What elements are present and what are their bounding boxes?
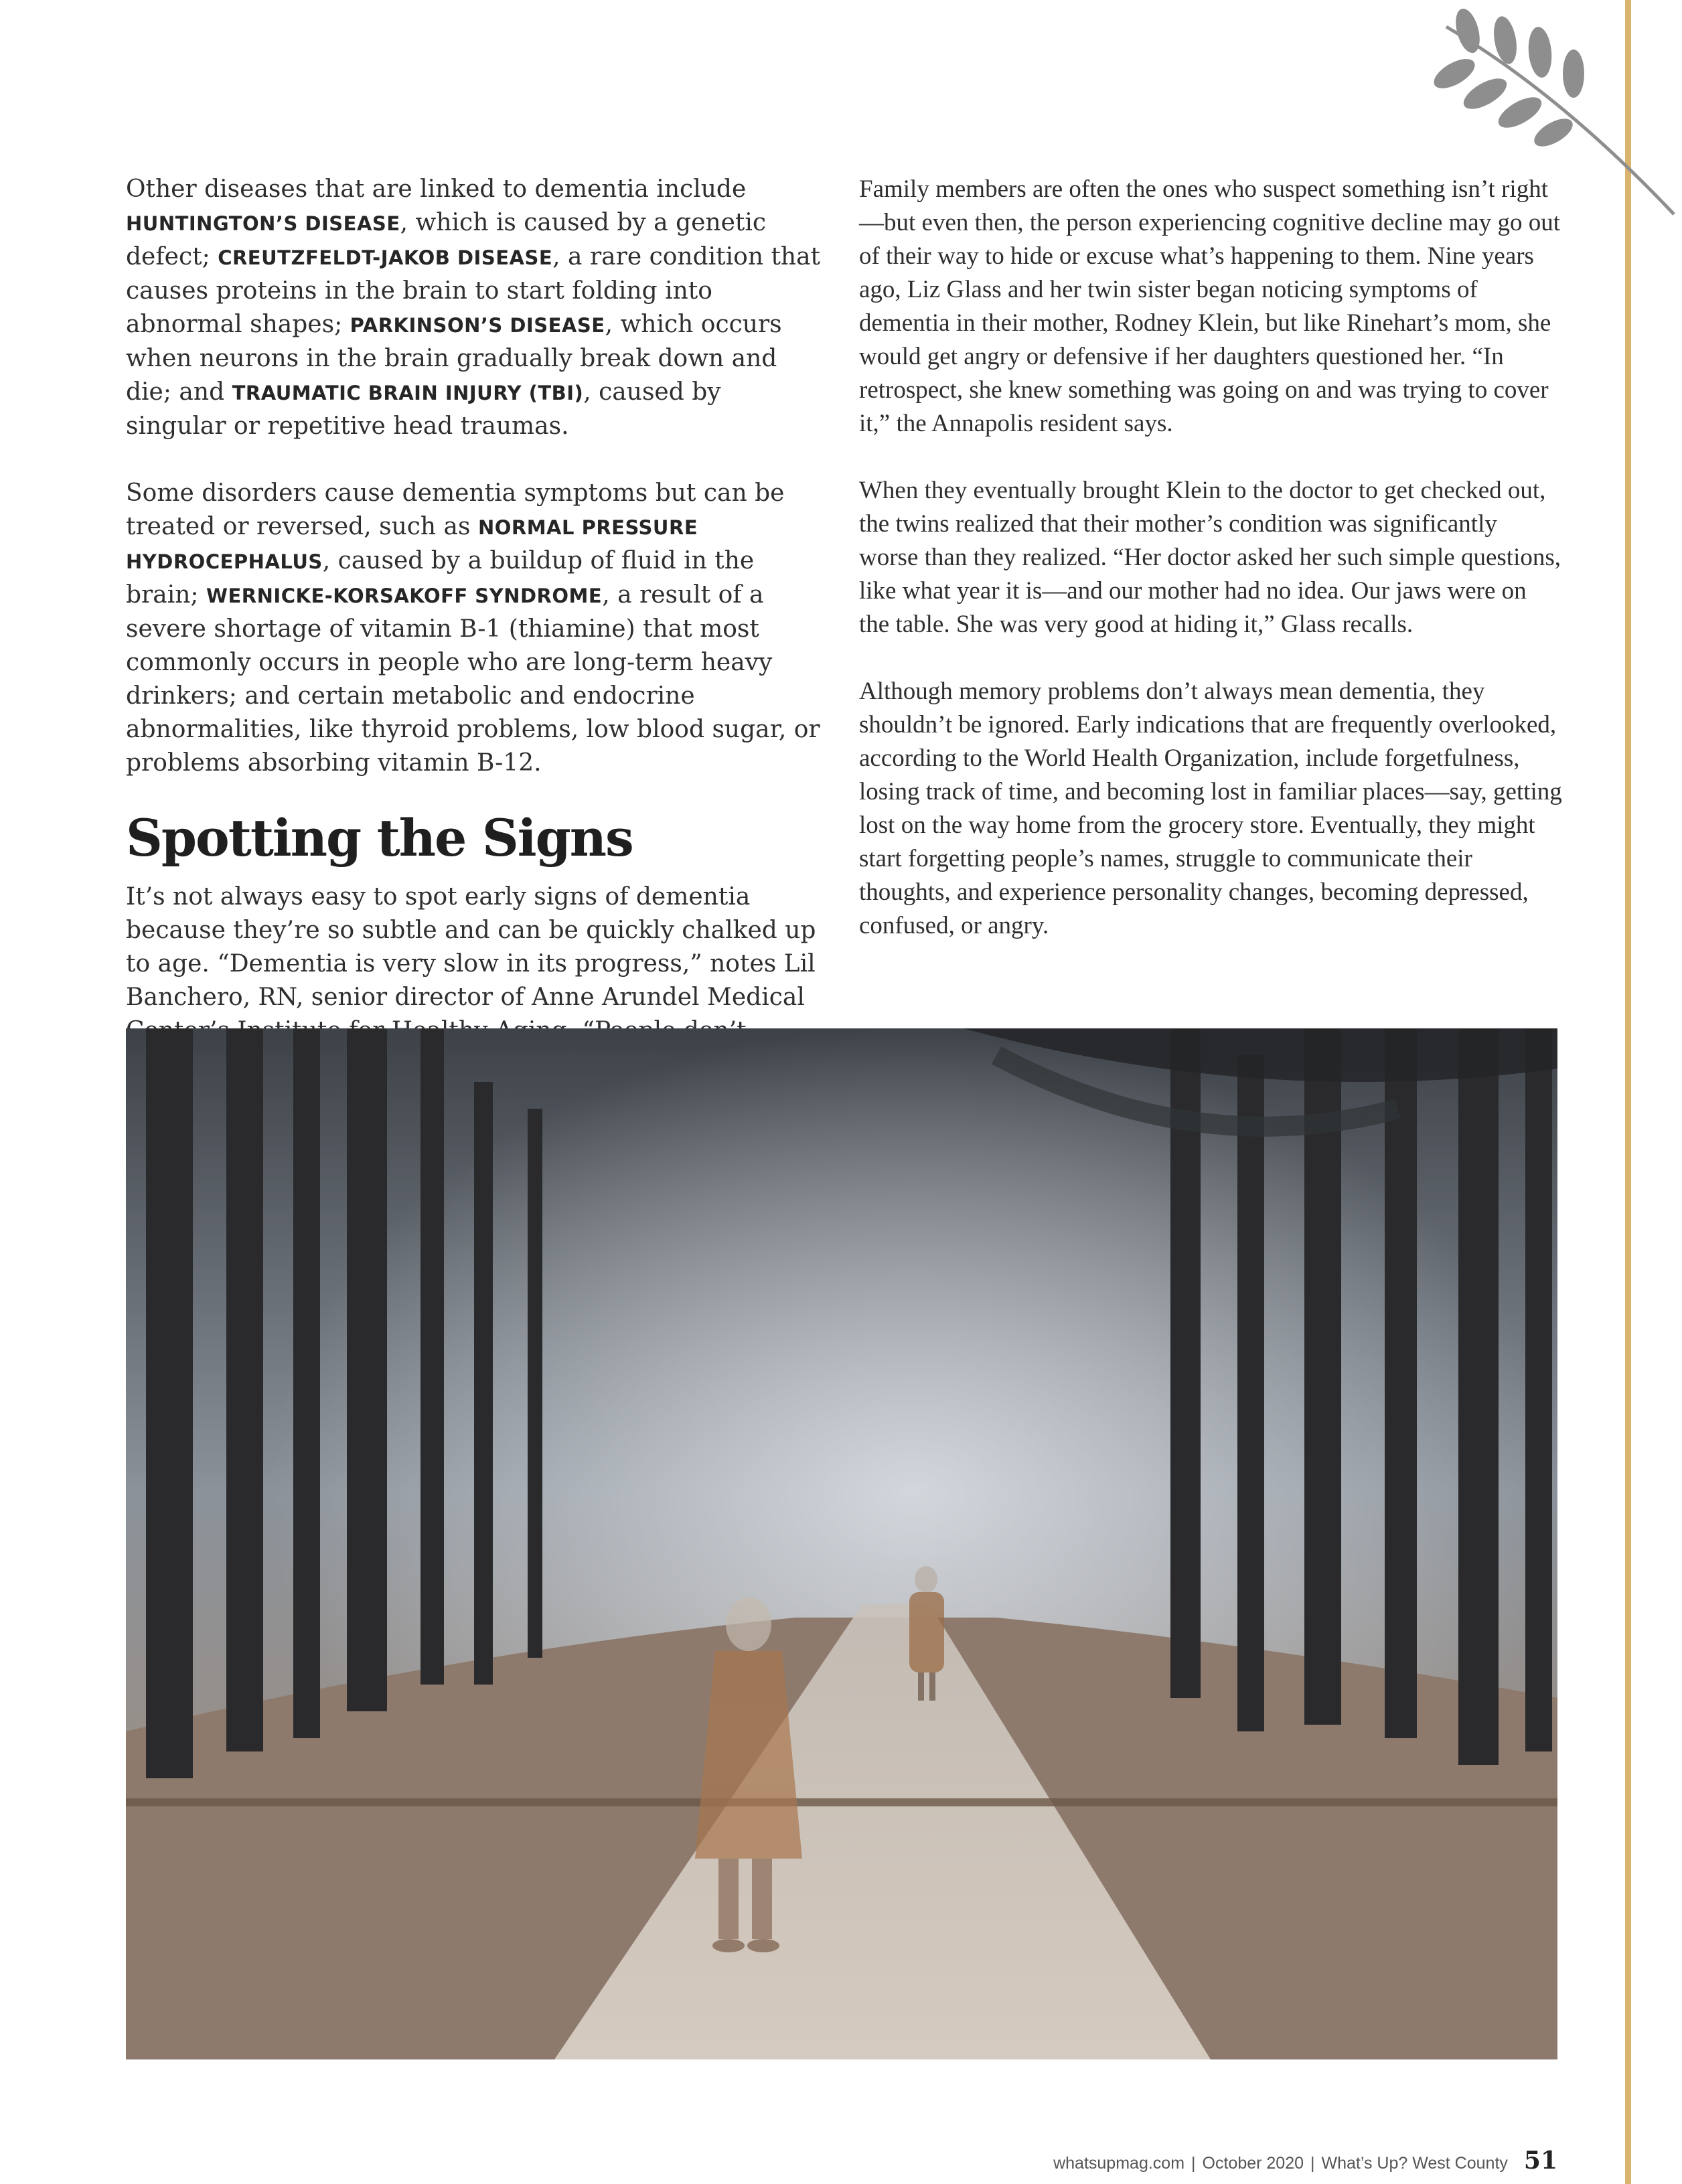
page-number: 51 [1523, 2147, 1557, 2175]
text-run: , which occurs when neurons in the brain gradually break down and die; and [126, 311, 782, 406]
term-tbi: TRAUMATIC BRAIN INJURY (TBI) [232, 382, 584, 404]
forest-path-photo [126, 1028, 1557, 2059]
right-column [859, 173, 1562, 976]
paragraph-spotting-signs: It’s not always easy to spot early signs of dementia because they’re so subtle and can be quickly chalked up to age. “Dementia is very slow in its progress,” notes Lil Banchero, RN, senior director of Anne Arundel Medical [126, 883, 816, 1011]
text-run: Some disorders cause dementia symptoms but can be treated or reversed, such as [126, 479, 785, 540]
paragraph-family-members: Family members are often the ones who suspect something isn’t right—but even then, the person experiencing cognitive decline may go out of their way to hide or excuse what’s happening to them. Nine years ago, Liz Glass and her twin sister began noticing symptoms of dementia in their mother, Rodney Klein, but like Rinehart’s mom, she would get angry or defensive if her daughters questioned her. “In retrospect, she knew something was going on and was trying to cover it,” the Annapolis resident says. [859, 175, 1560, 437]
text-run: , a rare condition that causes proteins in the brain to start folding into abnormal shapes; [126, 243, 821, 338]
term-nph: NORMAL PRESSURE HYDROCEPHALUS [126, 516, 698, 573]
footer-publication: What’s Up? West County [1321, 2154, 1508, 2173]
text-run: , which is caused by a genetic defect; [126, 209, 767, 270]
term-parkinsons: PARKINSON’S DISEASE [350, 314, 605, 337]
section-heading: Spotting the Signs [126, 808, 633, 868]
text-run: , caused by a buildup of fluid in the brain; [126, 547, 755, 609]
page-footer [1053, 2147, 1557, 2175]
paragraph-treatable-disorders [126, 477, 822, 780]
paragraph-other-diseases [126, 173, 822, 443]
footer-issue: October 2020 [1202, 2154, 1304, 2173]
term-creutzfeldt-jakob: CREUTZFELDT-JAKOB DISEASE [218, 246, 553, 269]
text-run: , caused by singular or repetitive head traumas. [126, 378, 721, 440]
term-wernicke-korsakoff: WERNICKE-KORSAKOFF SYNDROME [206, 584, 603, 607]
left-column [126, 173, 822, 1115]
gold-vertical-rule [1625, 0, 1631, 2184]
footer-separator: | [1191, 2154, 1196, 2173]
paragraph-doctor-visit: When they eventually brought Klein to the doctor to get checked out, the twins realized that their mother’s condition was significantly worse than they realized. “Her doctor asked her such simple questions, like what year it is—and our mother had no idea. Our jaws were on the table. She was very good at hiding it,” Glass recalls. [859, 477, 1561, 638]
term-huntingtons: HUNTINGTON’S DISEASE [126, 212, 400, 235]
text-run: Other diseases that are linked to dementia include [126, 175, 747, 203]
text-run: , a result of a severe shortage of vitamin B-1 (thiamine) that most commonly occurs in people who are long-term heavy drinkers; and certain metabolic and endocrine abnormalities, like thyroid problems, low blood sugar, or problems absorbing vitamin B-12. [126, 581, 820, 777]
footer-separator: | [1310, 2154, 1315, 2173]
footer-site[interactable]: whatsupmag.com [1053, 2154, 1185, 2173]
paragraph-early-indications: Although memory problems don’t always mean dementia, they shouldn’t be ignored. Early indications that are frequently overlooked, according to the World Health Organization, include forgetfulness, losing track of time, and becoming lost in familiar places—say, getting lost on the way home from the grocery store. Eventually, they might start forgetting people’s names, struggle to communicate their thoughts, and experience personality changes, becoming depressed, confused, or angry. [859, 678, 1562, 939]
